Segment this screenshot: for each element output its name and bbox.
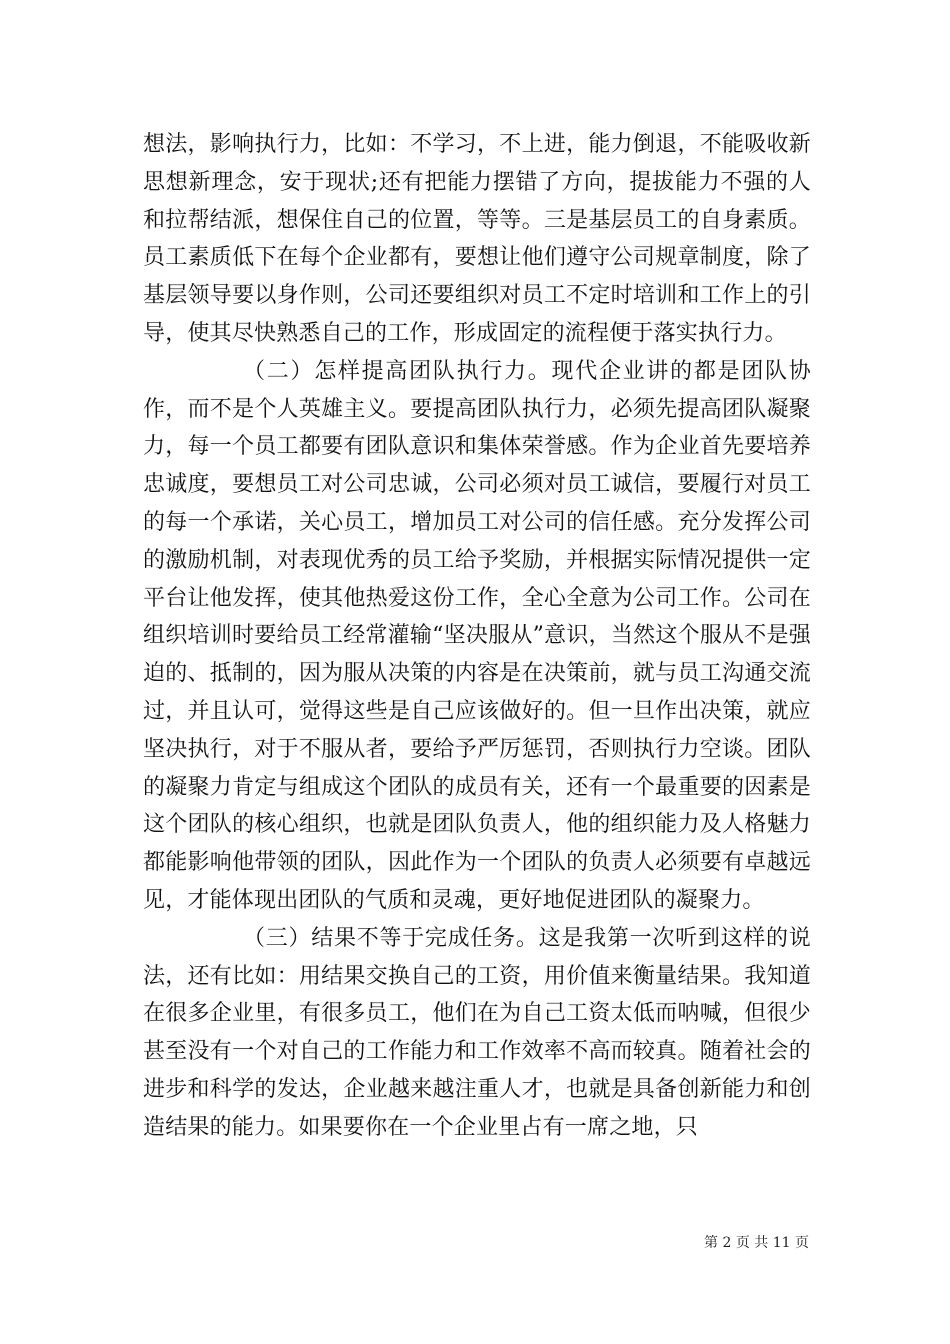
paragraph-2: （二）怎样提高团队执行力。现代企业讲的都是团队协作，而不是个人英雄主义。要提高团队执行力，必须先提高团队凝聚力，每一个员工都要有团队意识和集体荣誉感。作为企业首先要培养忠诚度，要想员工对公司忠诚，公司必须对员工诚信，要履行对员工的每一个承诺，关心员工，增加员工对公司的信任感。充分发挥公司的激励机制，对表现优秀的员工给予奖励，并根据实际情况提供一定平台让他发挥，使其他热爱这份工作，全心全意为公司工作。公司在组织培训时要给员工经常灌输“坚决服从”意识，当然这个服从不是强迫的、抵制的，因为服从决策的内容是在决策前，就与员工沟通交流过，并且认可，觉得这些是自己应该做好的。但一旦作出决策，就应坚决执行，对于不服从者，要给予严厉惩罚，否则执行力空谈。团队的凝聚力肯定与组成这个团队的成员有关，还有一个最重要的因素是这个团队的核心组织，也就是团队负责人，他的组织能力及人格魅力都能影响他带领的团队，因此作为一个团队的负责人必须要有卓越远见，才能体现出团队的气质和灵魂，更好地促进团队的凝聚力。: [143, 358, 811, 913]
paragraph-3: （三）结果不等于完成任务。这是我第一次听到这样的说法，还有比如：用结果交换自己的工资，用价值来衡量结果。我知道在很多企业里，有很多员工，他们在为自己工资太低而呐喊，但很少甚至没有一个对自己的工作能力和工作效率不高而较真。随着社会的进步和科学的发达，企业越来越注重人才，也就是具备创新能力和创造结果的能力。如果要你在一个企业里占有一席之地，只: [143, 925, 811, 1140]
document-body: [143, 126, 811, 1147]
paragraph-1: 想法，影响执行力，比如：不学习，不上进，能力倒退，不能吸收新思想新理念，安于现状;还有把能力摆错了方向，提拔能力不强的人和拉帮结派，想保住自己的位置，等等。三是基层员工的自身素质。员工素质低下在每个企业都有，要想让他们遵守公司规章制度，除了基层领导要以身作则，公司还要组织对员工不定时培训和工作上的引导，使其尽快熟悉自己的工作，形成固定的流程便于落实执行力。: [143, 132, 811, 346]
page-footer: 第 2 页 共 11 页: [704, 1235, 809, 1251]
